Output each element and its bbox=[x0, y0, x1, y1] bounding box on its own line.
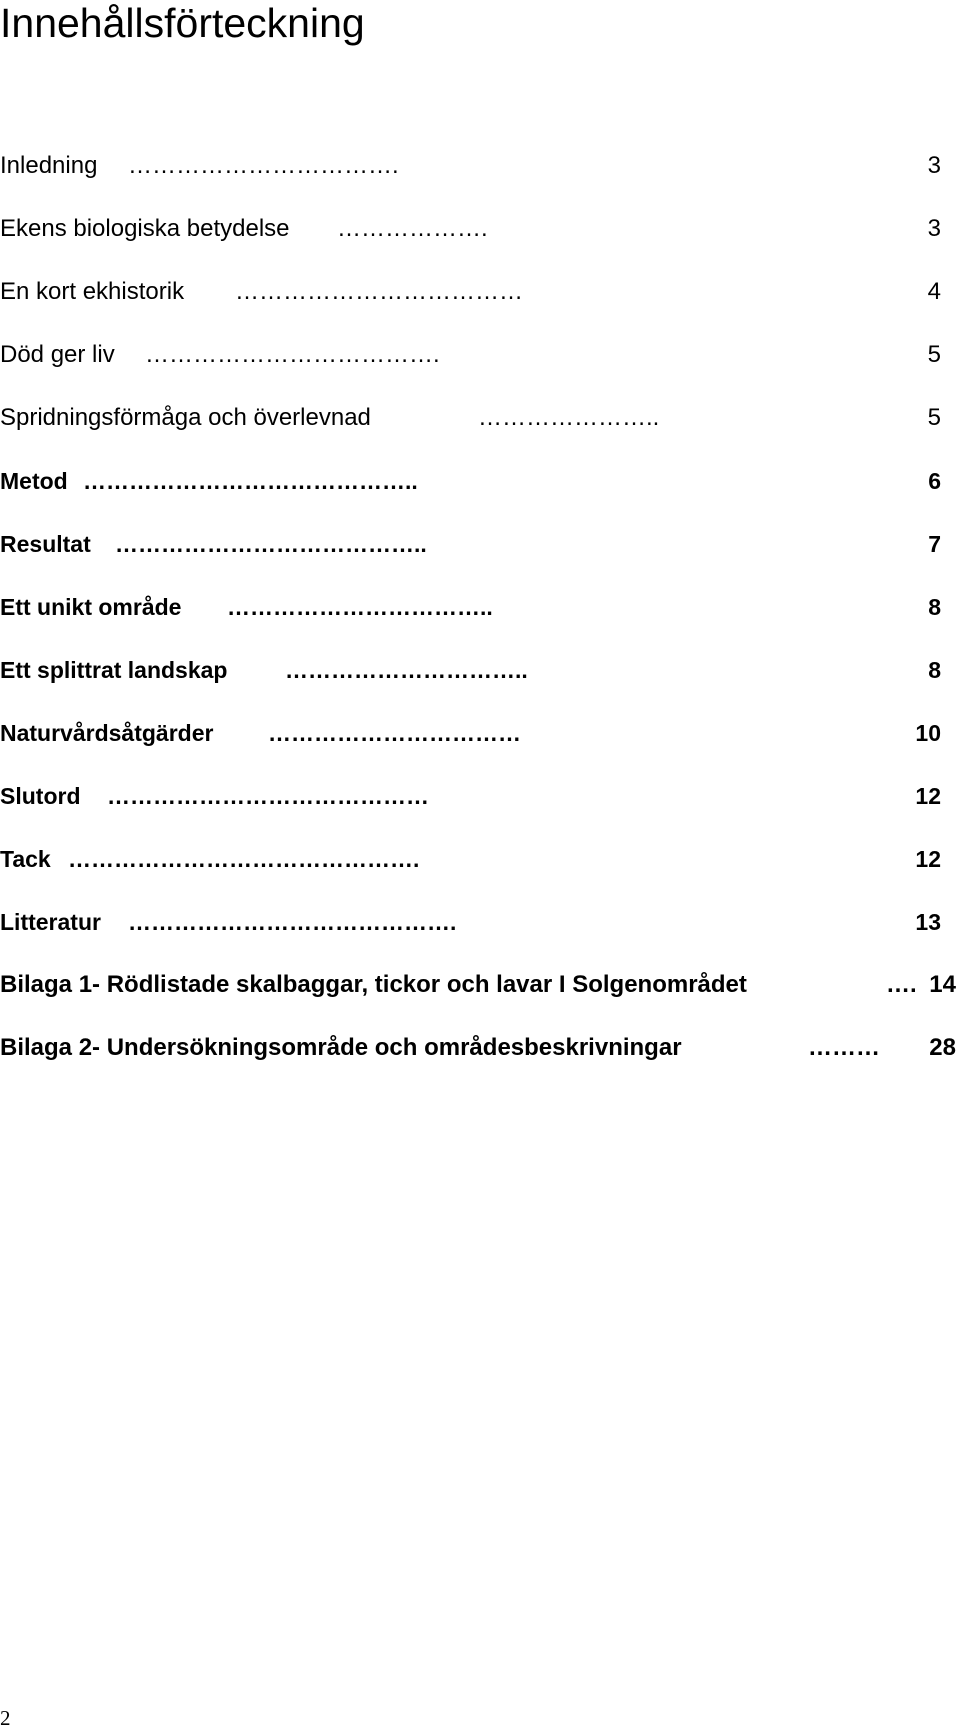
toc-entry-leader: ……………………………………. bbox=[128, 909, 457, 935]
toc-entry-slutord[interactable] bbox=[0, 780, 960, 843]
page-number: 2 bbox=[0, 1706, 11, 1730]
toc-entry-label: Död ger liv bbox=[0, 341, 115, 368]
toc-entry-label: Bilaga 1- Rödlistade skalbaggar, tickor och lavar I Solgenområdet bbox=[0, 971, 747, 998]
toc-entry-inledning[interactable] bbox=[0, 150, 960, 213]
toc-entry-leader: ………………………….. bbox=[285, 657, 528, 683]
toc-entry-leader: ……… bbox=[808, 1034, 880, 1061]
toc-entry-spridningsformaga[interactable] bbox=[0, 402, 960, 465]
toc-entry-page: 5 bbox=[927, 404, 941, 431]
toc-entry-leader: ……………………………. bbox=[128, 152, 399, 179]
toc-entry-label: Resultat bbox=[0, 531, 91, 557]
toc-entry-leader: ………………. bbox=[337, 215, 488, 242]
toc-entry-litteratur[interactable] bbox=[0, 906, 960, 969]
toc-entry-label: Tack bbox=[0, 846, 51, 872]
toc-entry-label: Litteratur bbox=[0, 909, 101, 935]
toc-entry-ett-unikt-omrade[interactable] bbox=[0, 591, 960, 654]
toc-entry-page: 10 bbox=[915, 720, 941, 746]
toc-entry-leader: …………………………… bbox=[268, 720, 521, 746]
toc-entry-leader: ……………………………… bbox=[235, 278, 523, 305]
toc-entry-label: Naturvårdsåtgärder bbox=[0, 720, 214, 746]
toc-entry-label: Spridningsförmåga och överlevnad bbox=[0, 404, 371, 431]
table-of-contents bbox=[0, 150, 960, 1095]
toc-entry-page: 12 bbox=[915, 783, 941, 809]
toc-entry-label: Bilaga 2- Undersökningsområde och områdesbeskrivningar bbox=[0, 1034, 682, 1061]
toc-entry-label: Inledning bbox=[0, 152, 98, 179]
toc-entry-ett-splittrat-landskap[interactable] bbox=[0, 654, 960, 717]
toc-entry-ekens-biologiska-betydelse[interactable] bbox=[0, 213, 960, 276]
toc-entry-naturvardsatgarder[interactable] bbox=[0, 717, 960, 780]
toc-entry-en-kort-ekhistorik[interactable] bbox=[0, 276, 960, 339]
toc-entry-page: 8 bbox=[928, 594, 941, 620]
toc-entry-tack[interactable] bbox=[0, 843, 960, 906]
toc-entry-bilaga-2[interactable] bbox=[0, 1032, 960, 1095]
toc-entry-leader: …………………………………….. bbox=[83, 468, 418, 494]
toc-entry-leader: …. bbox=[886, 971, 917, 998]
toc-entry-page: 8 bbox=[928, 657, 941, 683]
toc-entry-label: Ekens biologiska betydelse bbox=[0, 215, 290, 242]
toc-entry-leader: …………………………….. bbox=[227, 594, 493, 620]
toc-entry-dod-ger-liv[interactable] bbox=[0, 339, 960, 402]
toc-entry-page: 13 bbox=[915, 909, 941, 935]
toc-entry-page: 12 bbox=[915, 846, 941, 872]
page-title: Innehållsförteckning bbox=[0, 0, 365, 46]
toc-entry-page: 7 bbox=[928, 531, 941, 557]
toc-entry-leader: ………………….. bbox=[478, 404, 660, 431]
toc-entry-label: Slutord bbox=[0, 783, 81, 809]
toc-entry-leader: ………………………………….. bbox=[115, 531, 427, 557]
toc-entry-page: 6 bbox=[928, 468, 941, 494]
toc-entry-leader: …………………………………… bbox=[107, 783, 429, 809]
toc-entry-page: 4 bbox=[927, 278, 941, 305]
toc-entry-page: 14 bbox=[929, 971, 956, 998]
toc-entry-label: En kort ekhistorik bbox=[0, 278, 185, 305]
toc-entry-label: Ett splittrat landskap bbox=[0, 657, 228, 683]
toc-entry-metod[interactable] bbox=[0, 465, 960, 528]
toc-entry-leader: ………………………………………. bbox=[68, 846, 420, 872]
toc-entry-label: Metod bbox=[0, 468, 68, 494]
toc-entry-resultat[interactable] bbox=[0, 528, 960, 591]
toc-entry-bilaga-1[interactable] bbox=[0, 969, 960, 1032]
toc-entry-leader: ………………………………. bbox=[145, 341, 440, 368]
toc-entry-page: 3 bbox=[927, 152, 941, 179]
toc-entry-page: 28 bbox=[929, 1034, 956, 1061]
toc-entry-page: 5 bbox=[927, 341, 941, 368]
toc-entry-label: Ett unikt område bbox=[0, 594, 182, 620]
toc-entry-page: 3 bbox=[927, 215, 941, 242]
